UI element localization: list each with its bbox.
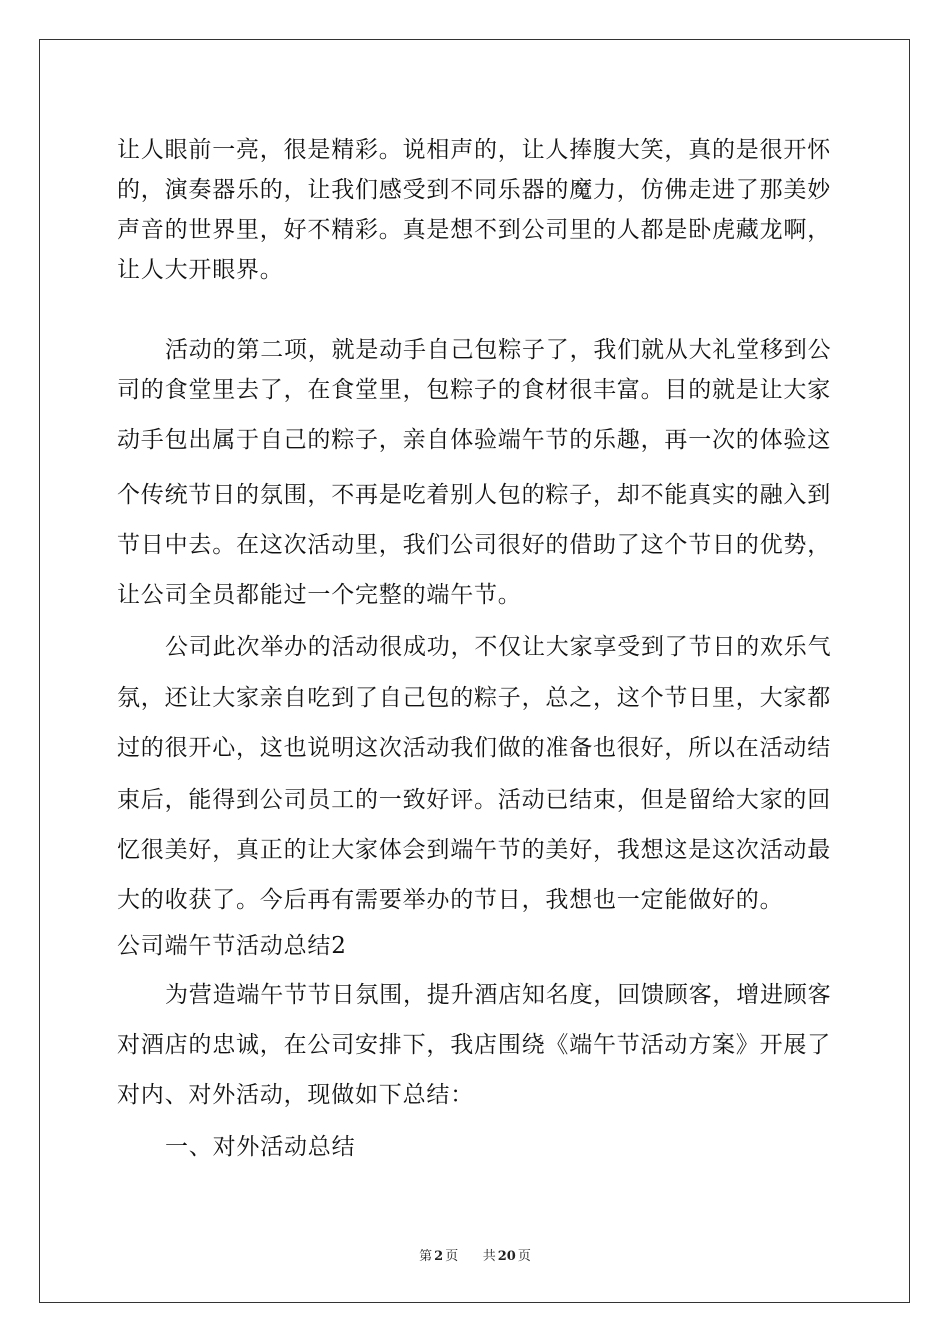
page-number: 第 2 页 [419,1249,459,1264]
text-line: 对内、对外活动，现做如下总结： [117,1082,474,1108]
text-line: 忆很美好，真正的让大家体会到端午节的美好，我想这是这次活动最 [117,837,831,863]
page-total: 共 20 页 [482,1249,531,1264]
text-line: 让人大开眼界。 [117,257,284,283]
text-line: 氛，还让大家亲自吃到了自己包的粽子，总之，这个节日里，大家都 [117,685,831,711]
text-line: 大的收获了。今后再有需要举办的节日，我想也一定能做好的。 [117,887,784,913]
paragraph-start: 为营造端午节节日氛围，提升酒店知名度，回馈顾客，增进顾客 [165,982,832,1008]
text-line: 动手包出属于自己的粽子，亲自体验端午节的乐趣，再一次的体验这 [117,427,831,453]
text-line: 让公司全员都能过一个完整的端午节。 [117,582,522,608]
paragraph-start: 活动的第二项，就是动手自己包粽子了，我们就从大礼堂移到公 [165,337,832,363]
paragraph-start: 公司此次举办的活动很成功，不仅让大家享受到了节日的欢乐气 [165,634,832,660]
text-line: 个传统节日的氛围，不再是吃着别人包的粽子，却不能真实的融入到 [117,482,831,508]
text-line: 声音的世界里，好不精彩。真是想不到公司里的人都是卧虎藏龙啊， [117,217,831,243]
section-heading: 公司端午节活动总结2 [117,933,347,959]
text-line: 的，演奏器乐的，让我们感受到不同乐器的魔力，仿佛走进了那美妙 [117,177,831,203]
text-line: 束后，能得到公司员工的一致好评。活动已结束，但是留给大家的回 [117,787,831,813]
text-line: 过的很开心，这也说明这次活动我们做的准备也很好，所以在活动结 [117,735,831,761]
page-footer [0,1245,950,1264]
text-line: 对酒店的忠诚，在公司安排下，我店围绕《端午节活动方案》开展了 [117,1032,831,1058]
subsection-heading: 一、对外活动总结 [165,1134,356,1160]
text-line: 司的食堂里去了，在食堂里，包粽子的食材很丰富。目的就是让大家 [117,377,831,403]
text-line: 节日中去。在这次活动里，我们公司很好的借助了这个节日的优势， [117,532,831,558]
text-line: 让人眼前一亮，很是精彩。说相声的，让人捧腹大笑，真的是很开怀 [117,137,831,163]
